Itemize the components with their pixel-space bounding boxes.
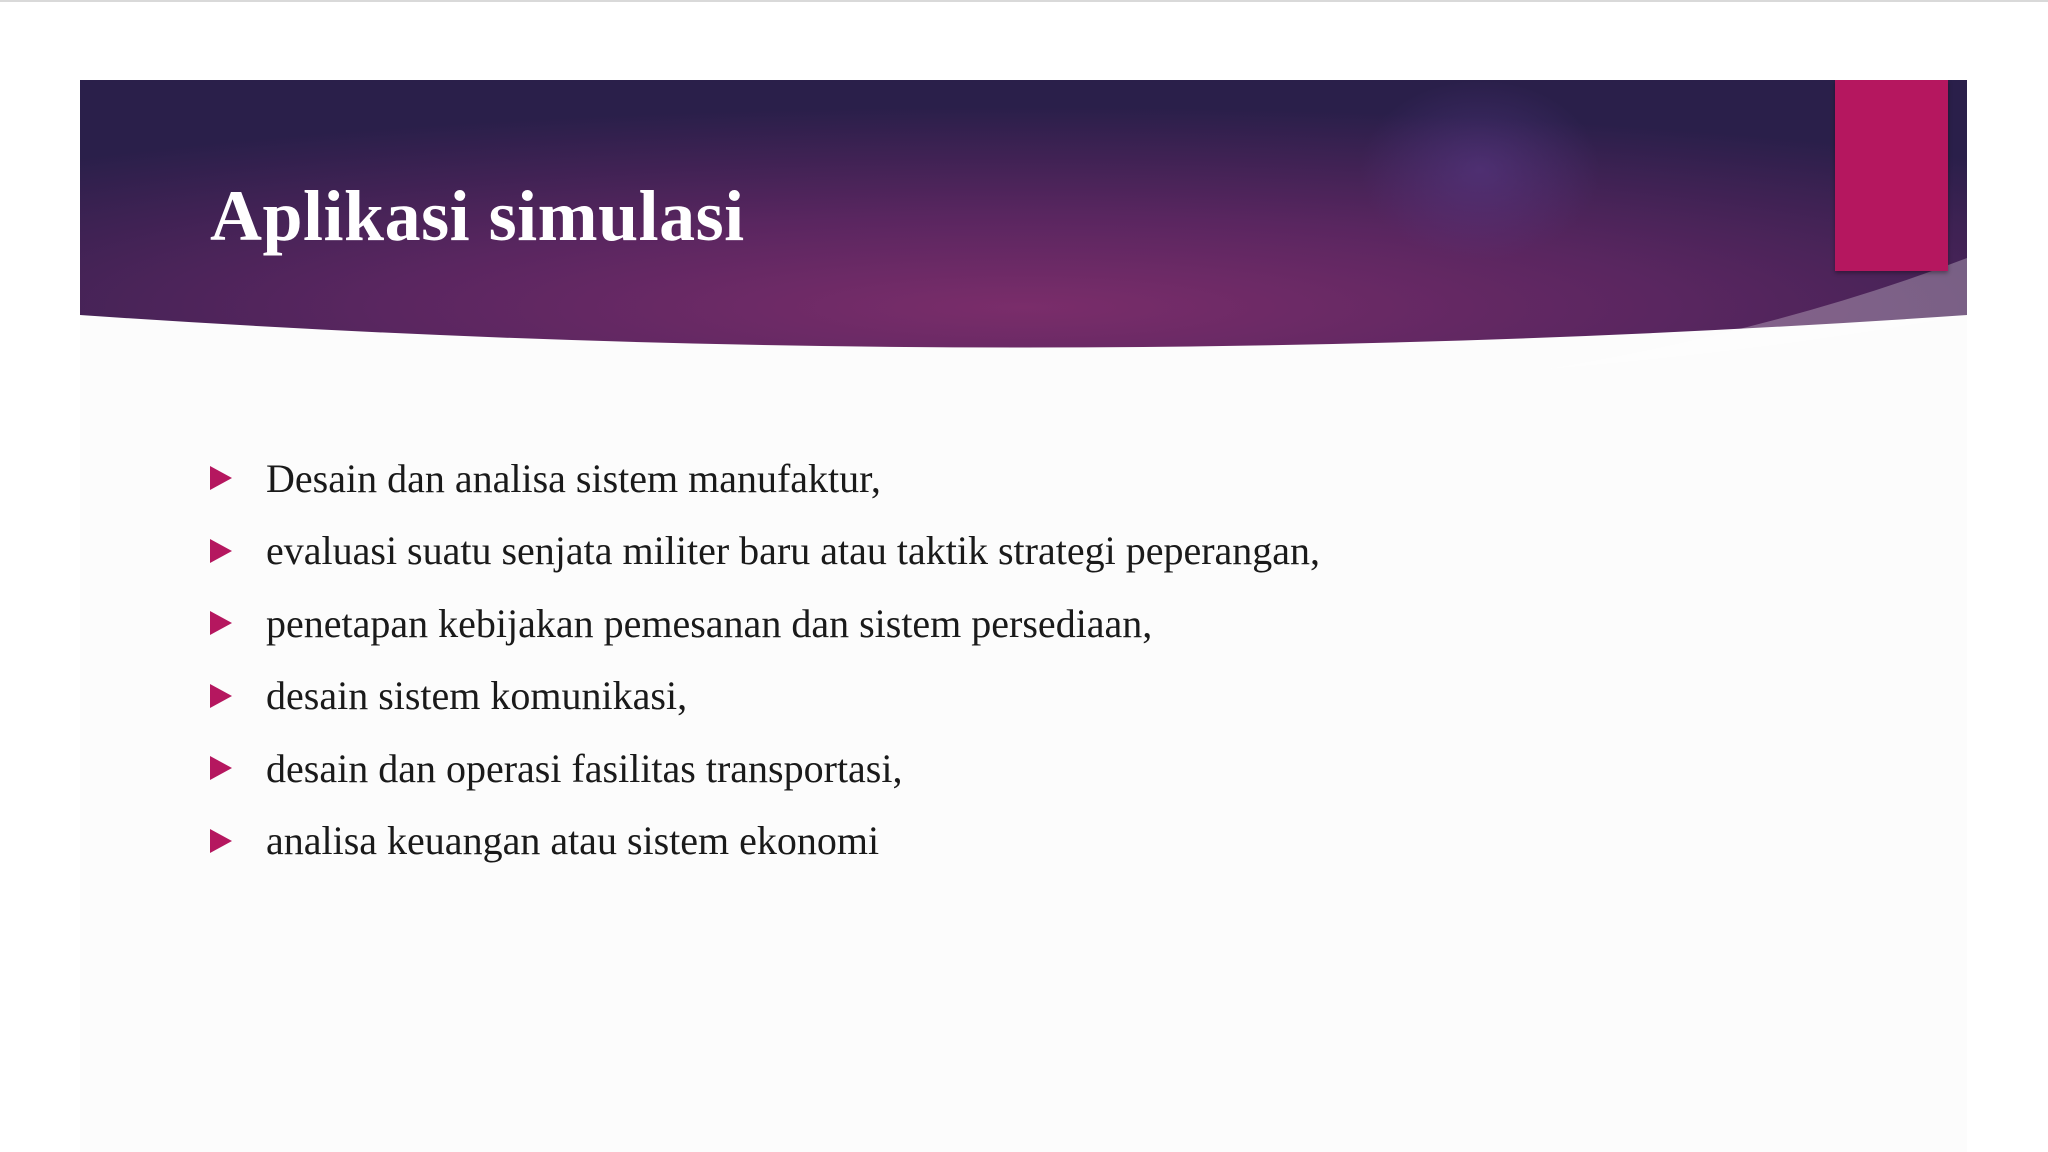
bullet-text: desain dan operasi fasilitas transportasi, xyxy=(266,745,903,791)
bullet-item xyxy=(210,587,1320,660)
bullet-item xyxy=(210,805,1320,878)
bullet-item xyxy=(210,732,1320,805)
triangle-right-icon xyxy=(210,466,232,490)
bullet-text: evaluasi suatu senjata militer baru atau taktik strategi peperangan, xyxy=(266,528,1321,574)
triangle-right-icon xyxy=(210,829,232,853)
slide xyxy=(80,80,1967,1152)
bullet-item xyxy=(210,660,1320,733)
slide-title: Aplikasi simulasi xyxy=(210,176,745,256)
bullet-item xyxy=(210,442,1320,515)
bullet-text: penetapan kebijakan pemesanan dan sistem persediaan, xyxy=(266,600,1153,646)
bullet-text: analisa keuangan atau sistem ekonomi xyxy=(266,818,880,864)
bullet-text: desain sistem komunikasi, xyxy=(266,673,688,719)
triangle-right-icon xyxy=(210,611,232,635)
bullet-text: Desain dan analisa sistem manufaktur, xyxy=(266,455,881,501)
bullet-item xyxy=(210,515,1320,588)
accent-tab xyxy=(1835,80,1948,271)
bullet-list xyxy=(210,442,1320,877)
triangle-right-icon xyxy=(210,756,232,780)
triangle-right-icon xyxy=(210,684,232,708)
window-top-border xyxy=(0,0,2048,2)
triangle-right-icon xyxy=(210,539,232,563)
